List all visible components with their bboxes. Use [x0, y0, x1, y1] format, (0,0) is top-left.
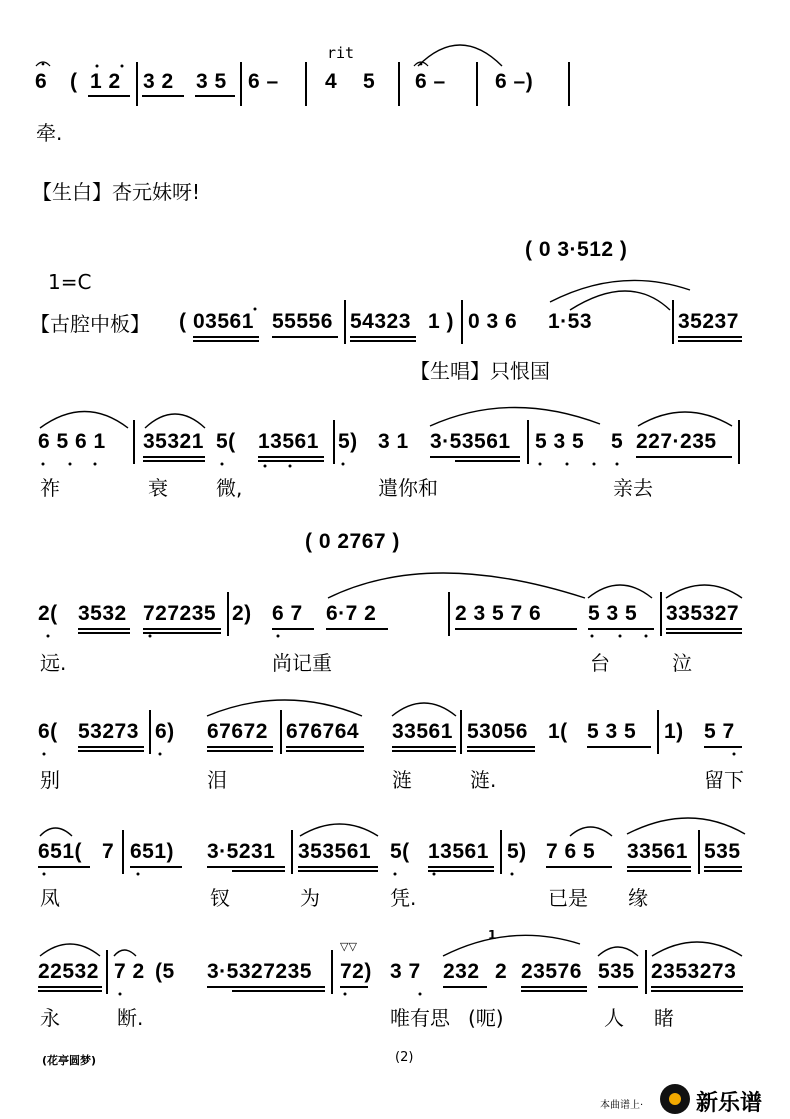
note: 1) — [664, 720, 684, 743]
grace-note: 1 — [488, 928, 497, 942]
lyric: 为 — [300, 886, 320, 910]
note: 0 3 6 — [468, 310, 518, 333]
note: 3·53561 — [430, 430, 511, 453]
lyric: 别 — [40, 768, 60, 792]
note: 33561 — [392, 720, 453, 743]
note: 6 7 — [272, 602, 303, 625]
lyric: 泣 — [672, 651, 692, 675]
note: 72) — [340, 960, 372, 983]
footer-title: (花亭圆梦) — [42, 1054, 97, 1067]
lyric: (呃) — [468, 1006, 504, 1030]
lyric: 衰 — [148, 476, 168, 500]
note: 6( — [38, 720, 58, 743]
lyric: 【生唱】只恨国 — [410, 359, 550, 383]
note: 67672 — [207, 720, 268, 743]
lyric: 泪 — [207, 768, 227, 792]
note: ( — [179, 310, 187, 333]
lyric: 缘 — [628, 886, 648, 910]
note: ( — [70, 70, 78, 93]
brand-logo: 新乐谱 — [696, 1091, 763, 1116]
note: 1 2 — [90, 70, 121, 93]
note: 54323 — [350, 310, 411, 333]
note: 2 3 5 7 6 — [455, 602, 542, 625]
note: 5) — [507, 840, 527, 863]
note: 1( — [548, 720, 568, 743]
note: 5 3 5 — [588, 602, 638, 625]
lyric: 微, — [216, 476, 243, 500]
breath-marks: ▽▽ — [340, 940, 357, 953]
page-number: (2) — [395, 1050, 414, 1065]
note: 53273 — [78, 720, 139, 743]
note: 33561 — [627, 840, 688, 863]
note: 3·5231 — [207, 840, 276, 863]
note: 23576 — [521, 960, 582, 983]
lyric: 祚 — [40, 476, 60, 500]
note: 6 5 6 1 — [38, 430, 106, 453]
lyric: 尚记重 — [272, 651, 332, 675]
note: 5) — [338, 430, 358, 453]
lyric: 牵. — [36, 121, 63, 145]
note: 5( — [216, 430, 236, 453]
note: 5 3 5 — [535, 430, 585, 453]
note: 53056 — [467, 720, 528, 743]
lyric: 凭. — [390, 886, 417, 910]
note: 5( — [390, 840, 410, 863]
note: 2 — [495, 960, 508, 983]
key-signature: 1=C — [48, 270, 92, 294]
note: 5 — [363, 70, 376, 93]
note: 232 — [443, 960, 480, 983]
tempo-label: 【古腔中板】 — [30, 312, 150, 336]
note: 5 3 5 — [587, 720, 637, 743]
note: 6 – — [415, 70, 446, 93]
note: 3 7 — [390, 960, 421, 983]
note: 6 – — [248, 70, 279, 93]
note: 6) — [155, 720, 175, 743]
note: 35321 — [143, 430, 204, 453]
note: 4 — [325, 70, 338, 93]
note: 5 — [611, 430, 624, 453]
note: 3 2 — [143, 70, 174, 93]
lyric: 涟. — [470, 768, 497, 792]
tempo-mark: rit — [327, 44, 355, 62]
note: 22532 — [38, 960, 99, 983]
lyric: 唯有思 — [390, 1006, 450, 1030]
footer-credit: 本曲谱上· — [600, 1100, 644, 1111]
note: 651( — [38, 840, 83, 863]
lyric: 远. — [40, 651, 67, 675]
note: 55556 — [272, 310, 333, 333]
lyric: 钗 — [210, 886, 230, 910]
note: 7 2 — [114, 960, 145, 983]
note: 651) — [130, 840, 175, 863]
note: 1·53 — [548, 310, 593, 333]
note: 2353273 — [651, 960, 737, 983]
note: 7 — [102, 840, 115, 863]
note: 03561 — [193, 310, 254, 333]
dialogue: 【生白】杏元妹呀! — [32, 180, 201, 204]
bracket-notes: ( 0 3·512 ) — [525, 238, 628, 261]
lyric: 涟 — [392, 768, 412, 792]
note: 676764 — [286, 720, 360, 743]
note: 535 — [704, 840, 741, 863]
note: 3 5 — [196, 70, 227, 93]
note: 535 — [598, 960, 635, 983]
note: 6 — [35, 70, 48, 93]
note: 1 ) — [428, 310, 455, 333]
lyric: 台 — [590, 651, 610, 675]
lyric: 断. — [117, 1006, 144, 1030]
note: 3·5327235 — [207, 960, 312, 983]
note: 3 1 — [378, 430, 409, 453]
lyric: 人 — [604, 1006, 624, 1030]
note: (5 — [155, 960, 175, 983]
note: 2) — [232, 602, 252, 625]
note: 727235 — [143, 602, 217, 625]
bracket-notes: ( 0 2767 ) — [305, 530, 400, 553]
lyric: 永 — [40, 1006, 60, 1030]
lyric: 凤 — [40, 886, 60, 910]
note: 6 –) — [495, 70, 534, 93]
note: 335327 — [666, 602, 740, 625]
note: 353561 — [298, 840, 372, 863]
note: 227·235 — [636, 430, 717, 453]
note: 13561 — [428, 840, 489, 863]
note: 2( — [38, 602, 58, 625]
disc-logo-icon — [660, 1084, 690, 1114]
lyric: 已是 — [548, 886, 588, 910]
note: 3532 — [78, 602, 127, 625]
lyric: 留下 — [704, 768, 744, 792]
note: 5 7 — [704, 720, 735, 743]
lyric: 亲去 — [613, 476, 653, 500]
note: 13561 — [258, 430, 319, 453]
note: 7 6 5 — [546, 840, 596, 863]
lyric: 睹 — [654, 1006, 674, 1030]
note: 6·7 2 — [326, 602, 377, 625]
note: 35237 — [678, 310, 739, 333]
lyric: 遣你和 — [378, 476, 438, 500]
